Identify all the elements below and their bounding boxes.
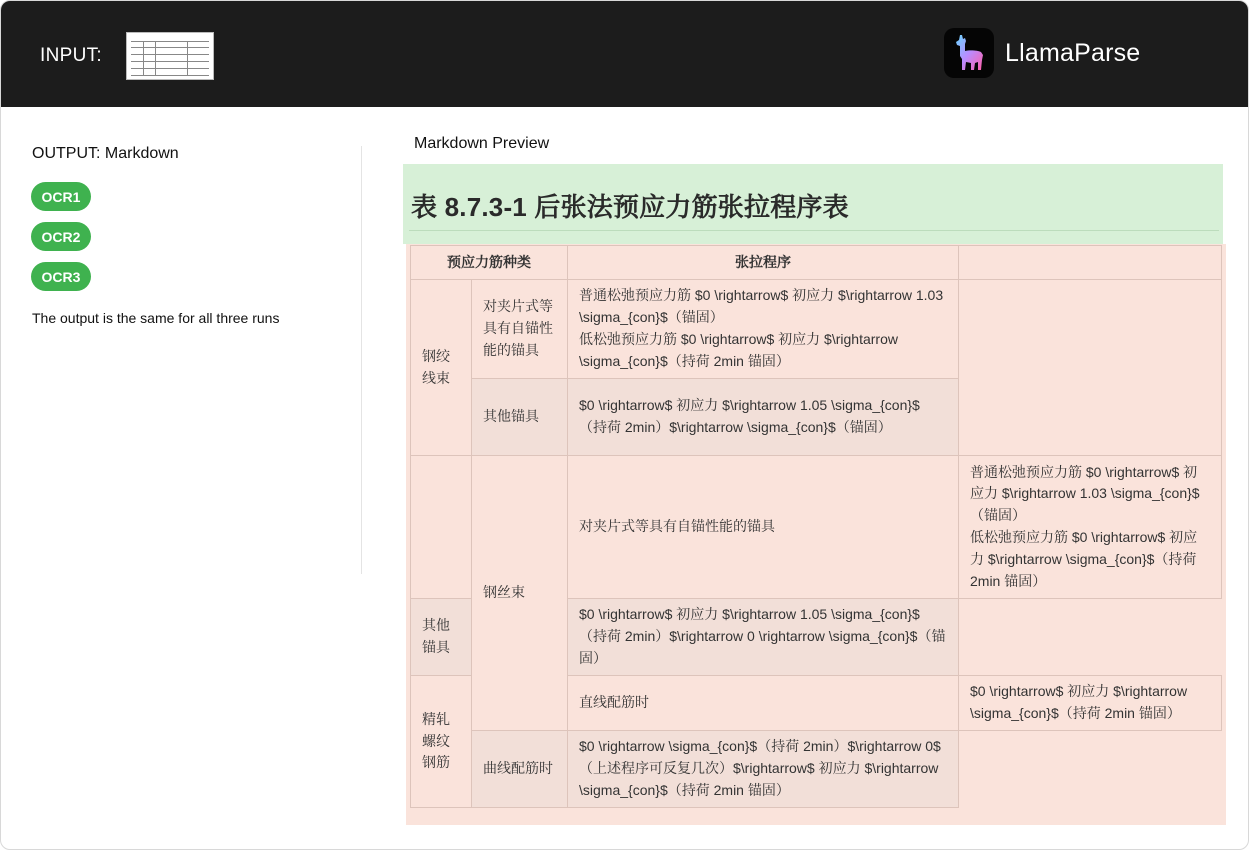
column-divider [361, 146, 362, 574]
brand-name: LlamaParse [1005, 38, 1141, 67]
markdown-table [410, 245, 1222, 808]
table-header-row [411, 246, 1222, 280]
table-cell [959, 379, 1222, 456]
cell-line: 低松弛预应力筋 $0 \rightarrow$ 初应力 $\rightarrow \sigma_{con}$（持荷 2min 锚固） [970, 529, 1198, 589]
table-cell: 对夹片式等具有自锚性能的锚具 [568, 456, 959, 599]
ocr1-button[interactable]: OCR1 [31, 182, 91, 211]
table-cell: 钢绞线束 [411, 280, 472, 456]
table-header-cell: 张拉程序 [568, 246, 959, 280]
table-row [411, 456, 1222, 599]
heading-rule [409, 230, 1219, 231]
markdown-heading: 表 8.7.3-1 后张法预应力筋张拉程序表 [411, 192, 849, 222]
table-header-cell: 预应力筋种类 [411, 246, 568, 280]
cell-line: 低松弛预应力筋 $0 \rightarrow$ 初应力 $\rightarrow \sigma_{con}$（持荷 2min 锚固） [579, 331, 898, 369]
header-bar [1, 1, 1249, 107]
table-cell [411, 456, 472, 599]
table-cell: $0 \rightarrow$ 初应力 $\rightarrow 1.05 \sigma_{con}$（持荷 2min）$\rightarrow 0 \rightarrow \sigma_{con}$（锚固） [568, 599, 959, 676]
table-cell: 其他锚具 [411, 599, 472, 676]
table-cell: 曲线配筋时 [472, 731, 568, 808]
table-row [411, 379, 1222, 456]
table-cell: 直线配筋时 [568, 676, 959, 731]
table-cell: $0 \rightarrow$ 初应力 $\rightarrow 1.05 \sigma_{con}$（持荷 2min）$\rightarrow \sigma_{con}$（锚固） [568, 379, 959, 456]
table-cell [959, 599, 1222, 676]
ocr2-button[interactable]: OCR2 [31, 222, 91, 251]
table-cell: 对夹片式等具有自锚性能的锚具 [472, 280, 568, 379]
table-cell: 精轧螺纹钢筋 [411, 676, 472, 808]
runs-note: The output is the same for all three runs [32, 310, 280, 326]
table-cell: 钢丝束 [472, 456, 568, 731]
preview-title: Markdown Preview [414, 135, 550, 152]
table-row [411, 731, 1222, 808]
llama-icon [944, 28, 994, 78]
output-title: OUTPUT: Markdown [32, 145, 179, 162]
table-cell [959, 731, 1222, 808]
table-cell [959, 280, 1222, 379]
ocr3-button[interactable]: OCR3 [31, 262, 91, 291]
table-cell: $0 \rightarrow$ 初应力 $\rightarrow \sigma_{con}$（持荷 2min 锚固） [959, 676, 1222, 731]
input-document-thumbnail[interactable] [126, 32, 214, 80]
table-cell [959, 456, 1222, 599]
input-label: INPUT: [40, 45, 102, 66]
table-row [411, 280, 1222, 379]
brand [944, 28, 1140, 78]
table-cell [568, 280, 959, 379]
cell-line: 普通松弛预应力筋 $0 \rightarrow$ 初应力 $\rightarrow 1.03 \sigma_{con}$（锚固） [579, 287, 944, 326]
llama-logo-graphic [951, 32, 987, 74]
table-cell: $0 \rightarrow \sigma_{con}$（持荷 2min）$\rightarrow 0$（上述程序可反复几次）$\rightarrow$ 初应力 $\rightarrow \sigma_{con}$（持荷 2min 锚固） [568, 731, 959, 808]
markdown-heading-block [403, 164, 1223, 244]
table-header-cell [959, 246, 1222, 280]
cell-line: 普通松弛预应力筋 $0 \rightarrow$ 初应力 $\rightarrow 1.03 \sigma_{con}$（锚固） [970, 463, 1200, 524]
table-cell: 其他锚具 [472, 379, 568, 456]
